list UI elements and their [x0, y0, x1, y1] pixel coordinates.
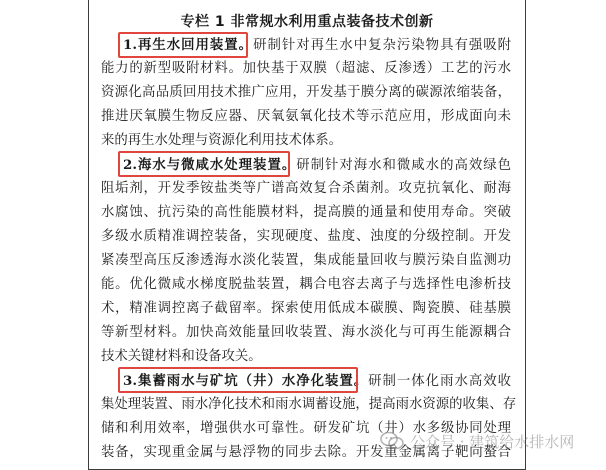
paragraph-2-line-7: 术，精准调控离子截留率。探索使用低成本碳膜、陶瓷膜、硅基膜: [101, 301, 511, 316]
paragraph-2-text: 研制针对海水和微咸水的高效绿色: [296, 158, 512, 173]
paragraph-2-line-5: 紧凑型高压反渗透海水淡化装置，集成能量回收与膜污染自监测功: [101, 253, 511, 268]
document-column-box: [88, 0, 526, 470]
paragraph-1-text: 研制针对再生水中复杂污染物具有强吸附: [253, 38, 512, 53]
paragraph-1-line-3: 资源化高品质回用技术推广应用，开发基于膜分离的碳源浓缩装备，: [101, 85, 511, 100]
paragraph-3-line-3: 储和利用效率，增强供水可靠性。研发矿坑（井）水多级协同处理: [101, 421, 511, 436]
paragraph-2-line-6: 能。优化微咸水梯度脱盐装置，耦合电容去离子与选择性电渗析技: [101, 277, 511, 292]
wechat-icon: [380, 431, 404, 451]
paragraph-3-heading: 3.集蓄雨水与矿坑（井）水净化装置。: [123, 373, 369, 389]
paragraph-2-line-8: 等新型材料。加快高效能量回收装置、海水淡化与可再生能源耦合: [101, 325, 511, 340]
watermark-text: 公众号 · 建筑给水排水网: [410, 432, 575, 451]
paragraph-2-line-9: 技术关键材料和设备攻关。: [101, 349, 262, 364]
paragraph-3-line-2: 集处理装置、雨水净化技术和雨水调蓄设施，提高雨水资源的收集、存: [101, 397, 517, 412]
paragraph-2-line-2: 阻垢剂，开发季铵盐类等广谱高效复合杀菌剂。攻克抗氧化、耐海: [101, 181, 511, 196]
paragraph-1-line-2: 能力的新型吸附材料。加快基于双膜（超滤、反渗透）工艺的污水: [101, 61, 511, 76]
heading-3-highlight-box: [118, 367, 358, 393]
heading-1-highlight-box: [118, 32, 248, 58]
heading-2-highlight-box: [118, 151, 290, 177]
watermark: [380, 424, 574, 458]
paragraph-1-line-5: 来的再生水处理与资源化利用技术体系。: [101, 133, 343, 148]
paragraph-2-heading: 2.海水与微咸水处理装置。: [123, 157, 297, 173]
paragraph-1-line-4: 推进厌氧膜生物反应器、厌氧氨氧化技术等示范应用，形成面向未: [101, 109, 511, 124]
column-title: 专栏 1 非常规水利用重点装备技术创新: [180, 14, 434, 30]
paragraph-2-line-3: 水腐蚀、抗污染的高性能膜材料，提高膜的通量和使用寿命。突破: [101, 205, 511, 220]
paragraph-1-heading: 1.再生水回用装置。: [123, 37, 254, 53]
paragraph-3-text: 研制一体化雨水高效收: [368, 374, 511, 389]
paragraph-3-line-4: 装备，实现重金属与悬浮物的同步去除。开发重金属离子靶向螯合: [101, 445, 511, 460]
paragraph-2-line-4: 多级水质精准调控装备，实现硬度、盐度、浊度的分级控制。开发: [101, 229, 511, 244]
